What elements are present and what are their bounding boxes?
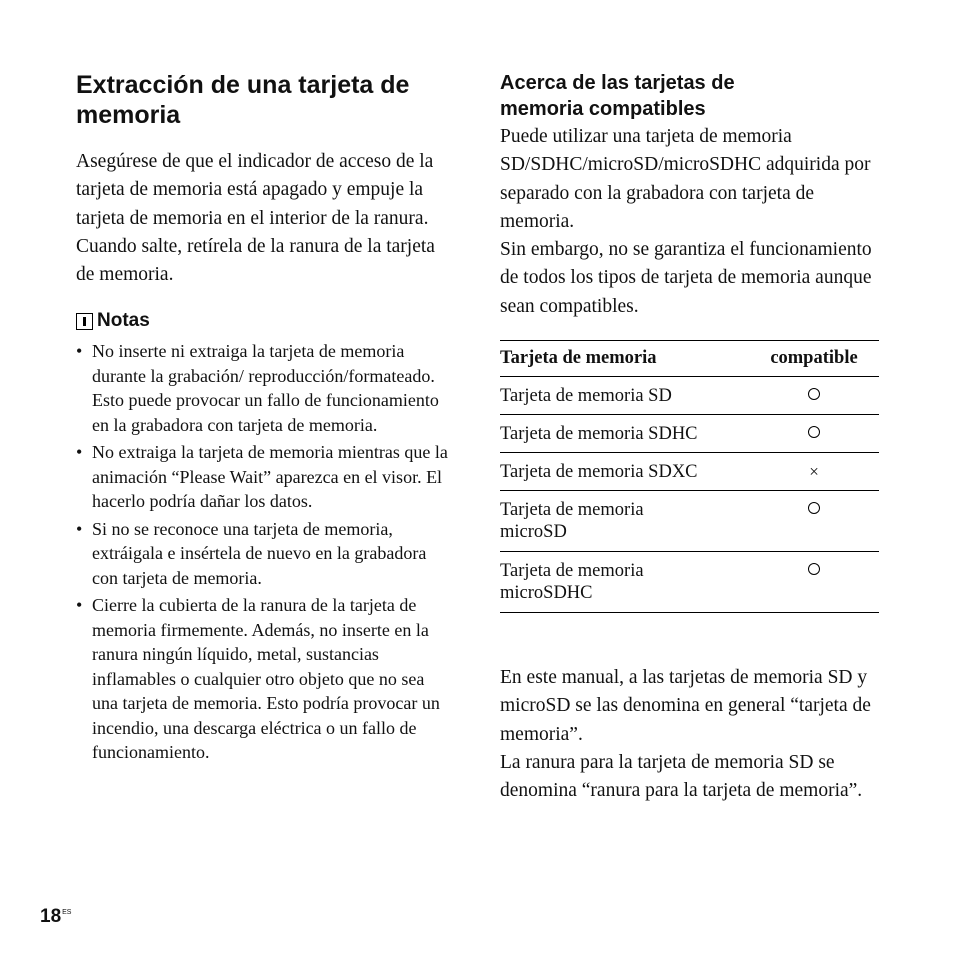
section-title-line2: memoria — [76, 101, 181, 129]
card-name — [500, 491, 749, 552]
note-text: No extraiga la tarjeta de memoria mientras que la animación “Please Wait” aparezca en el visor. El hacerlo podría dañar los datos. — [92, 442, 448, 512]
cross-icon: × — [809, 462, 819, 482]
note-item — [76, 339, 454, 437]
compatible-mark — [749, 552, 879, 613]
naming-paragraph: En este manual, a las tarjetas de memoria SD y microSD se las denomina en general “tarjeta de memoria”. — [500, 667, 871, 745]
header-compatible: compatible — [770, 348, 858, 369]
circle-icon — [808, 563, 820, 575]
notes-title: Notas — [97, 310, 150, 332]
card-name-line2: microSD — [500, 522, 567, 543]
bullet-icon: • — [76, 341, 83, 362]
table-row — [500, 453, 879, 491]
circle-icon — [808, 388, 820, 400]
page-number-value: 18 — [40, 906, 62, 927]
card-name: Tarjeta de memoria SDXC — [500, 462, 698, 483]
left-column — [76, 70, 454, 768]
bullet-icon: • — [76, 518, 83, 539]
section-title-line1: Extracción de una tarjeta de — [76, 71, 410, 99]
note-text: No inserte ni extraiga la tarjeta de memoria durante la grabación/ reproducción/formateado. Esto puede provocar un fallo de funcionamiento en la grabadora con tarjeta de memoria. — [92, 341, 439, 435]
circle-icon — [808, 502, 820, 514]
card-name-line1: Tarjeta de memoria — [500, 561, 644, 582]
note-text: Si no se reconoce una tarjeta de memoria, extráigala e insértela de nuevo en la grabadora con tarjeta de memoria. — [92, 518, 427, 588]
intro-paragraph: Asegúrese de que el indicador de acceso de la tarjeta de memoria está apagado y empuje la tarjeta de memoria en el interior de la ranura. Cuando salte, retírela de la ranura de la tarjeta de memoria. — [76, 151, 435, 286]
slot-paragraph: La ranura para la tarjeta de memoria SD se denomina “ranura para la tarjeta de memoria”. — [500, 751, 863, 802]
table-row — [500, 552, 879, 613]
page-language-code: ES — [62, 909, 72, 916]
card-name-line1: Tarjeta de memoria — [500, 500, 644, 521]
note-text: Cierre la cubierta de la ranura de la tarjeta de memoria firmemente. Además, no inserte en la ranura ningún líquido, metal, sustancias inflamables o cualquier otro objeto que no sea una tarjeta de memoria. Esto podría provocar un incendio, una descarga eléctrica o un fallo de funcionamiento. — [92, 595, 440, 763]
section-title — [76, 70, 454, 130]
card-name — [500, 552, 749, 613]
card-name-line2: microSDHC — [500, 583, 593, 604]
note-item — [76, 517, 454, 591]
table-row — [500, 415, 879, 453]
compatible-mark — [749, 491, 879, 552]
note-item — [76, 440, 454, 514]
card-name: Tarjeta de memoria SDHC — [500, 424, 698, 445]
circle-icon — [808, 426, 820, 438]
table-row — [500, 377, 879, 415]
compat-paragraph: Puede utilizar una tarjeta de memoria SD/SDHC/microSD/microSDHC adquirida por separado con la grabadora con tarjeta de memoria. — [500, 126, 871, 232]
note-icon — [76, 313, 93, 330]
warranty-paragraph: Sin embargo, no se garantiza el funcionamiento de todos los tipos de tarjeta de memoria aunque sean compatibles. — [500, 239, 872, 317]
table-row — [500, 491, 879, 552]
subsection-title-line1: Acerca de las tarjetas de — [500, 72, 735, 94]
compatible-mark — [749, 415, 879, 453]
notes-list — [76, 339, 454, 765]
notes-header — [76, 309, 454, 333]
bullet-icon: • — [76, 442, 83, 463]
table-header-row — [500, 341, 879, 377]
compatible-mark — [749, 377, 879, 415]
compatible-mark — [749, 453, 879, 491]
bullet-icon: • — [76, 595, 83, 616]
compatibility-table — [500, 340, 879, 613]
subsection-title — [500, 70, 880, 122]
subsection-title-line2: memoria compatibles — [500, 98, 706, 120]
right-column — [500, 70, 880, 806]
header-card: Tarjeta de memoria — [500, 348, 657, 369]
page-number — [40, 906, 71, 928]
card-name: Tarjeta de memoria SD — [500, 386, 672, 407]
note-item — [76, 593, 454, 765]
